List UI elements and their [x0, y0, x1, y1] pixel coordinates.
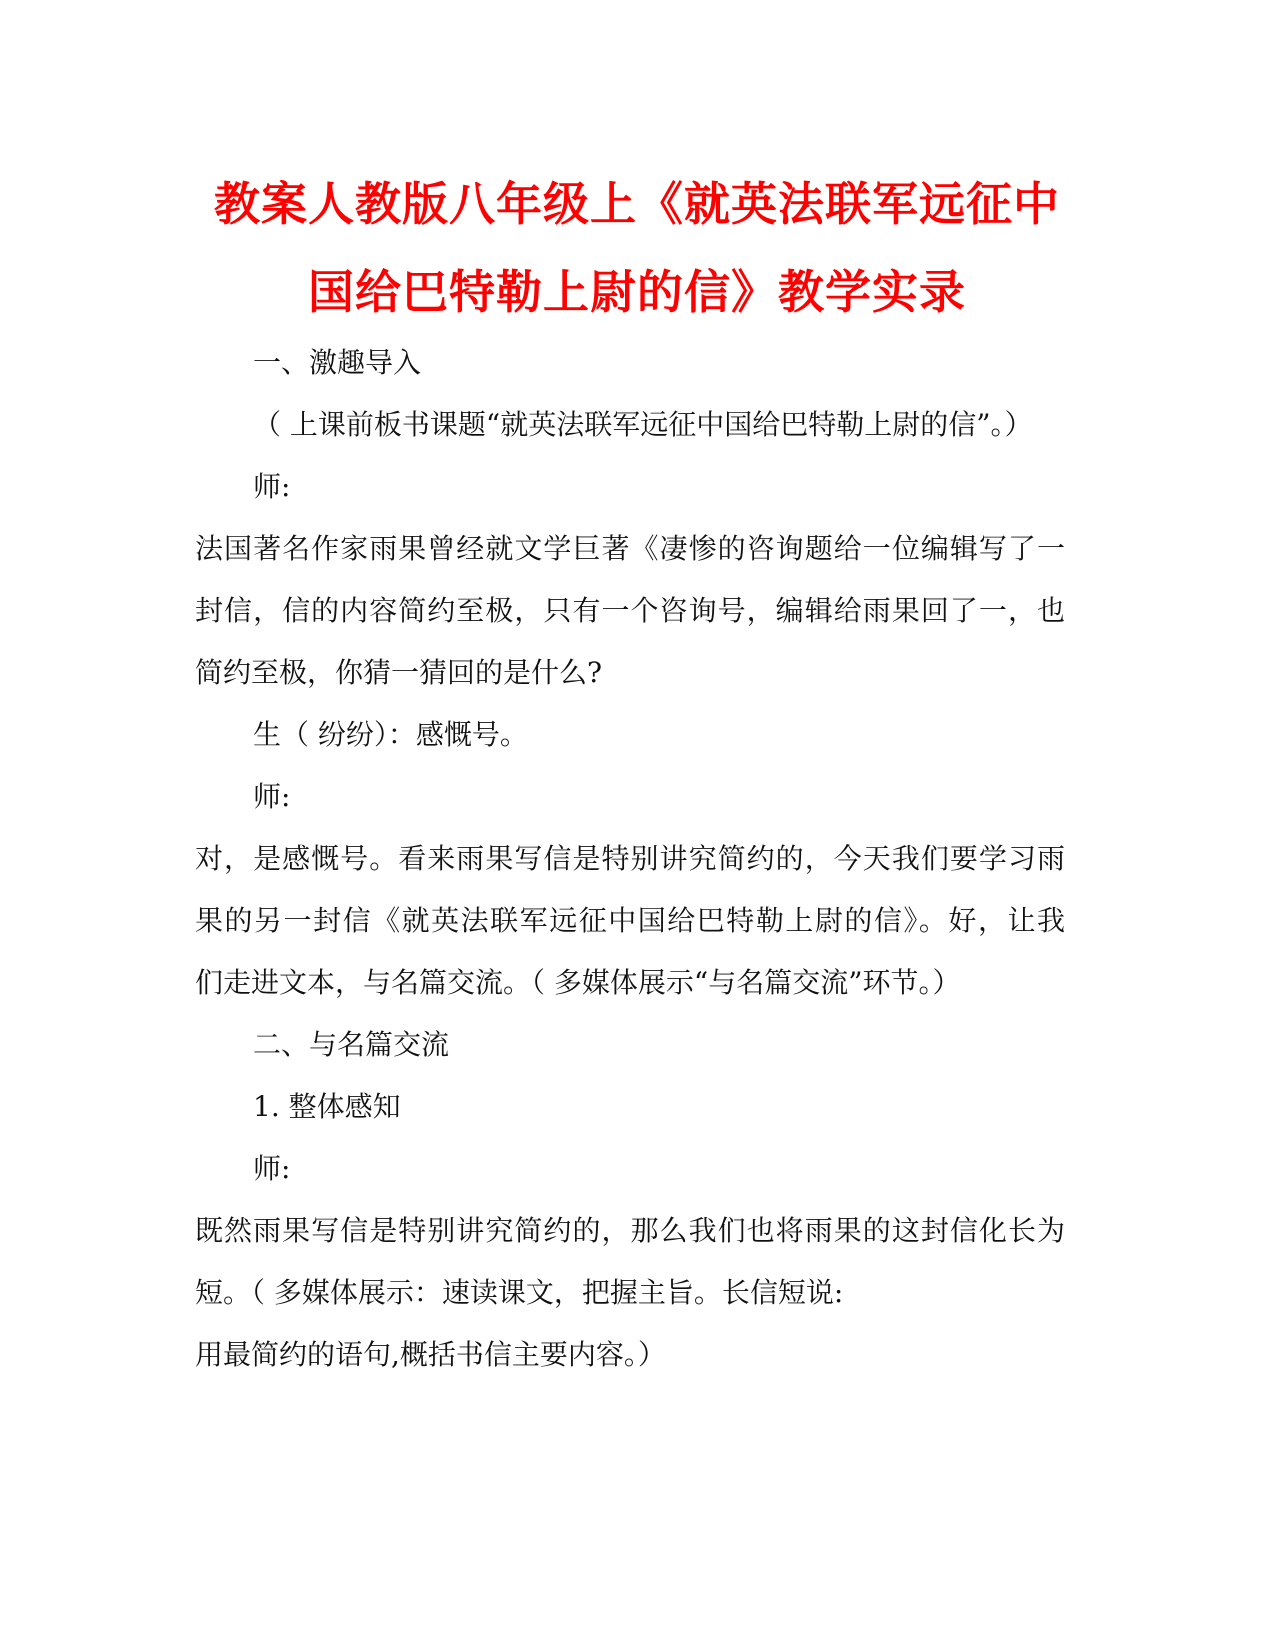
paragraph-line: 果的另一封信《就英法联军远征中国给巴特勒上尉的信》。好，让我	[195, 904, 1065, 937]
section-heading-intro: 一、激趣导入	[253, 346, 422, 379]
document-title-line-2: 国给巴特勒上尉的信》教学实录	[308, 265, 966, 319]
paragraph-line: 对，是感慨号。看来雨果写信是特别讲究简约的，今天我们要学习雨	[195, 842, 1065, 875]
speaker-teacher: 师:	[253, 1152, 291, 1185]
speaker-student-line: 生（ 纷纷）：感慨号。	[253, 718, 528, 751]
speaker-teacher: 师:	[253, 470, 291, 503]
paragraph-line: 既然雨果写信是特别讲究简约的，那么我们也将雨果的这封信化长为	[195, 1214, 1065, 1247]
speaker-teacher: 师:	[253, 780, 291, 813]
section-heading-exchange: 二、与名篇交流	[253, 1028, 450, 1061]
paragraph-line: 们走进文本，与名篇交流。（ 多媒体展示“与名篇交流”环节。）	[195, 966, 961, 999]
paragraph-line: 简约至极，你猜一猜回的是什么?	[195, 656, 603, 689]
paragraph-line: 封信，信的内容简约至极，只有一个咨询号，编辑给雨果回了一，也	[195, 594, 1065, 627]
document-title-line-1: 教案人教版八年级上《就英法联军远征中	[214, 177, 1060, 231]
paragraph-line: 用最简约的语句,概括书信主要内容。）	[195, 1338, 666, 1371]
paragraph-line: 短。（ 多媒体展示：速读课文，把握主旨。长信短说:	[195, 1276, 844, 1309]
paragraph-stage-note: （ 上课前板书课题“就英法联军远征中国给巴特勒上尉的信”。）	[253, 408, 1033, 441]
subsection-heading: 1. 整体感知	[253, 1090, 401, 1123]
paragraph-line: 法国著名作家雨果曾经就文学巨著《凄惨的咨询题给一位编辑写了一	[195, 532, 1065, 565]
